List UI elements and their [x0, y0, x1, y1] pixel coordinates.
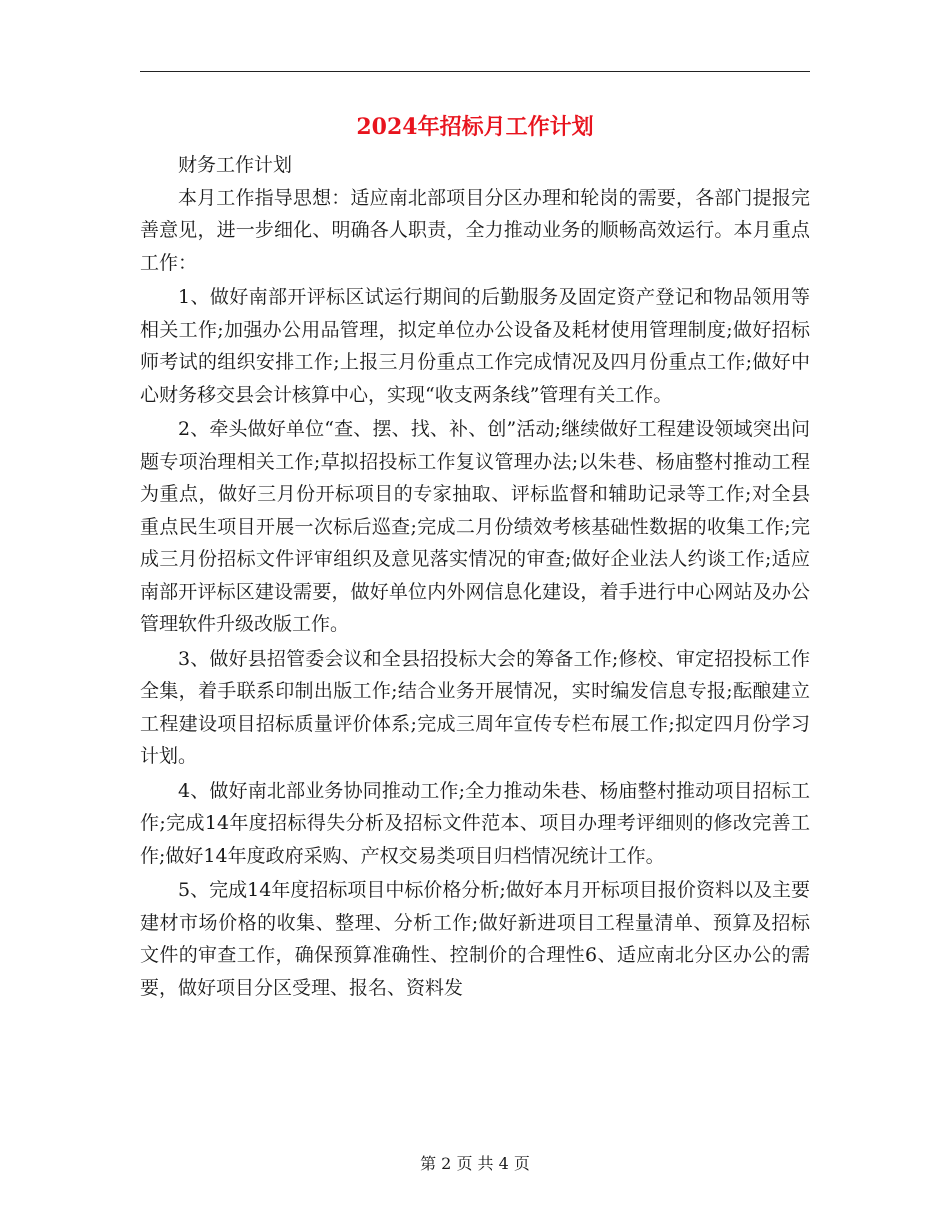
paragraph-section-heading: 财务工作计划: [178, 154, 293, 176]
page-number: 第 2 页 共 4 页: [420, 1154, 530, 1173]
paragraph-item-1: 1、做好南部开评标区试运行期间的后勤服务及固定资产登记和物品领用等相关工作;加强办公用品管理，拟定单位办公设备及耗材使用管理制度;做好招标师考试的组织安排工作;上报三月份重点工作完成情况及四月份重点工作;做好中心财务移交县会计核算中心，实现“收支两条线”管理有关工作。: [140, 286, 810, 406]
document-title: 2024年招标月工作计划: [356, 114, 594, 140]
paragraph-item-3: 3、做好县招管委会议和全县招投标大会的筹备工作;修校、审定招投标工作全集，着手联系印制出版工作;结合业务开展情况，实时编发信息专报;酝酿建立工程建设项目招标质量评价体系;完成三周年宣传专栏布展工作;拟定四月份学习计划。: [140, 647, 810, 767]
header-rule: [140, 71, 810, 72]
paragraph-item-5: 5、完成14年度招标项目中标价格分析;做好本月开标项目报价资料以及主要建材市场价格的收集、整理、分析工作;做好新进项目工程量清单、预算及招标文件的审查工作，确保预算准确性、控制价的合理性6、适应南北分区办公的需要，做好项目分区受理、报名、资料发: [140, 879, 810, 999]
paragraph-item-2: 2、牵头做好单位“查、摆、找、补、创”活动;继续做好工程建设领域突出问题专项治理相关工作;草拟招投标工作复议管理办法;以朱巷、杨庙整村推动工程为重点，做好三月份开标项目的专家抽取、评标监督和辅助记录等工作;对全县重点民生项目开展一次标后巡查;完成二月份绩效考核基础性数据的收集工作;完成三月份招标文件评审组织及意见落实情况的审查;做好企业法人约谈工作;适应南部开评标区建设需要，做好单位内外网信息化建设，着手进行中心网站及办公管理软件升级改版工作。: [140, 418, 810, 635]
document-body: [140, 149, 810, 1004]
paragraph-item-4: 4、做好南北部业务协同推动工作;全力推动朱巷、杨庙整村推动项目招标工作;完成14年度招标得失分析及招标文件范本、项目办理考评细则的修改完善工作;做好14年度政府采购、产权交易类项目归档情况统计工作。: [140, 779, 810, 867]
paragraph-guiding-idea: 本月工作指导思想：适应南北部项目分区办理和轮岗的需要，各部门提报完善意见，进一步细化、明确各人职责，全力推动业务的顺畅高效运行。本月重点工作：: [140, 186, 810, 274]
